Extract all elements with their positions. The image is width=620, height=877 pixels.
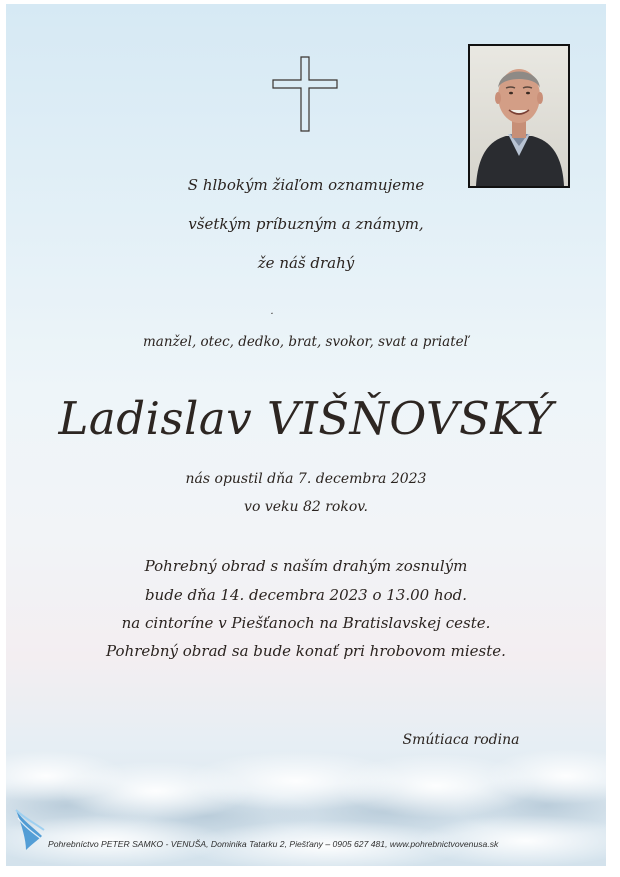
funeral-line-2: bude dňa 14. decembra 2023 o 13.00 hod. xyxy=(144,586,468,604)
separator-dot: . xyxy=(270,306,274,317)
age-line: vo veku 82 rokov. xyxy=(244,499,368,515)
obituary-sheet xyxy=(6,4,606,866)
relations-line: manžel, otec, dedko, brat, svokor, svat a priateľ xyxy=(142,334,470,350)
intro-line-1: S hlbokým žiaľom oznamujeme xyxy=(187,176,425,194)
deceased-name: Ladislav VIŠŇOVSKÝ xyxy=(58,392,554,445)
intro-line-3: že náš drahý xyxy=(257,254,355,272)
funeral-line-1: Pohrebný obrad s naším drahým zosnulým xyxy=(144,557,468,575)
intro-line-2: všetkým príbuzným a známym, xyxy=(188,215,424,233)
footer-contact: Pohrebníctvo PETER SAMKO - VENUŠA, Dominika Tatarku 2, Piešťany – 0905 627 481, www.pohrebnictvovenusa.sk xyxy=(48,839,499,849)
funeral-line-4: Pohrebný obrad sa bude konať pri hrobovom mieste. xyxy=(106,642,506,660)
cross-icon xyxy=(270,56,340,132)
funeral-line-3: na cintoríne v Piešťanoch na Bratislavskej ceste. xyxy=(121,614,491,632)
family-signature: Smútiaca rodina xyxy=(402,732,520,748)
company-logo-icon xyxy=(12,806,46,852)
death-date-line: nás opustil dňa 7. decembra 2023 xyxy=(185,471,427,487)
portrait-photo xyxy=(468,44,570,188)
